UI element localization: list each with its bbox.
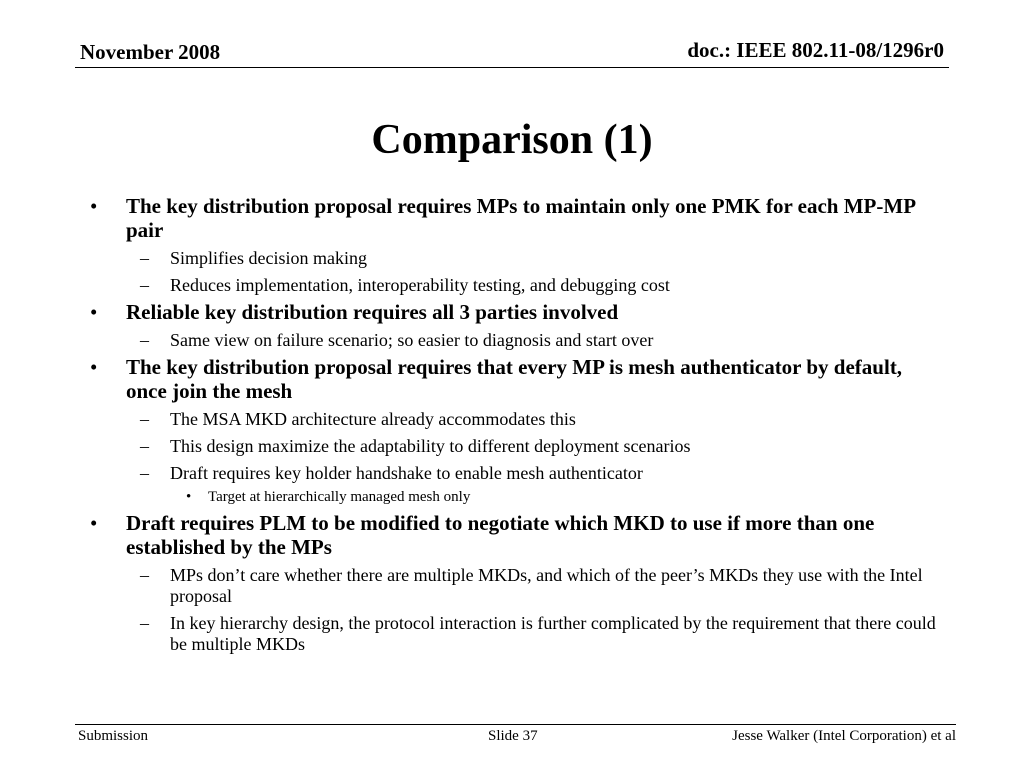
dash-marker: – [140,565,149,585]
bullet-marker: • [186,489,192,505]
sub-bullet-text: Same view on failure scenario; so easier to diagnosis and start over [170,330,654,350]
footer-submission: Submission [78,728,149,744]
bullet-text: The key distribution proposal requires that every MP is mesh authenticator by default, once join the mesh [126,355,903,403]
sub-bullet-4-1 [90,565,940,607]
dash-marker: – [140,436,149,456]
dash-marker: – [140,248,149,268]
header-divider [75,67,949,68]
bullet-text: Draft requires PLM to be modified to negotiate which MKD to use if more than one established by the MPs [126,511,875,559]
slide-title: Comparison (1) [371,117,653,163]
slide-body [90,190,940,655]
header-doc-id: doc.: IEEE 802.11-08/1296r0 [687,38,944,62]
sub-bullet-1-2 [90,275,940,296]
sub-sub-bullet-text: Target at hierarchically managed mesh only [208,489,471,505]
sub-bullet-3-1 [90,409,940,430]
bullet-4 [90,511,940,559]
sub-bullet-3-2 [90,436,940,457]
sub-bullet-text: Reduces implementation, interoperability testing, and debugging cost [170,275,670,295]
sub-bullet-text: Simplifies decision making [170,248,367,268]
bullet-marker: • [90,355,98,379]
dash-marker: – [140,463,149,483]
bullet-marker: • [90,300,98,324]
footer-divider [75,724,956,725]
sub-bullet-text: This design maximize the adaptability to different deployment scenarios [170,436,691,456]
dash-marker: – [140,613,149,633]
dash-marker: – [140,275,149,295]
bullet-text: Reliable key distribution requires all 3 parties involved [126,300,619,324]
bullet-2 [90,300,940,324]
bullet-1 [90,194,940,242]
bullet-text: The key distribution proposal requires MPs to maintain only one PMK for each MP-MP pair [126,194,915,242]
sub-bullet-3-3 [90,463,940,484]
sub-bullet-text: MPs don’t care whether there are multiple MKDs, and which of the peer’s MKDs they use with the Intel proposal [170,565,923,606]
bullet-3 [90,355,940,403]
dash-marker: – [140,330,149,350]
sub-sub-bullet-3-3-1 [90,488,940,507]
sub-bullet-4-2 [90,613,940,655]
sub-bullet-text: The MSA MKD architecture already accommodates this [170,409,576,429]
bullet-marker: • [90,511,98,535]
dash-marker: – [140,409,149,429]
sub-bullet-text: In key hierarchy design, the protocol interaction is further complicated by the requirement that there could be multiple MKDs [170,613,936,654]
sub-bullet-text: Draft requires key holder handshake to enable mesh authenticator [170,463,643,483]
footer-slide-number: Slide 37 [488,728,538,744]
bullet-marker: • [90,194,98,218]
header-date: November 2008 [80,40,221,64]
sub-bullet-1-1 [90,248,940,269]
sub-bullet-2-1 [90,330,940,351]
footer-author: Jesse Walker (Intel Corporation) et al [732,728,956,744]
